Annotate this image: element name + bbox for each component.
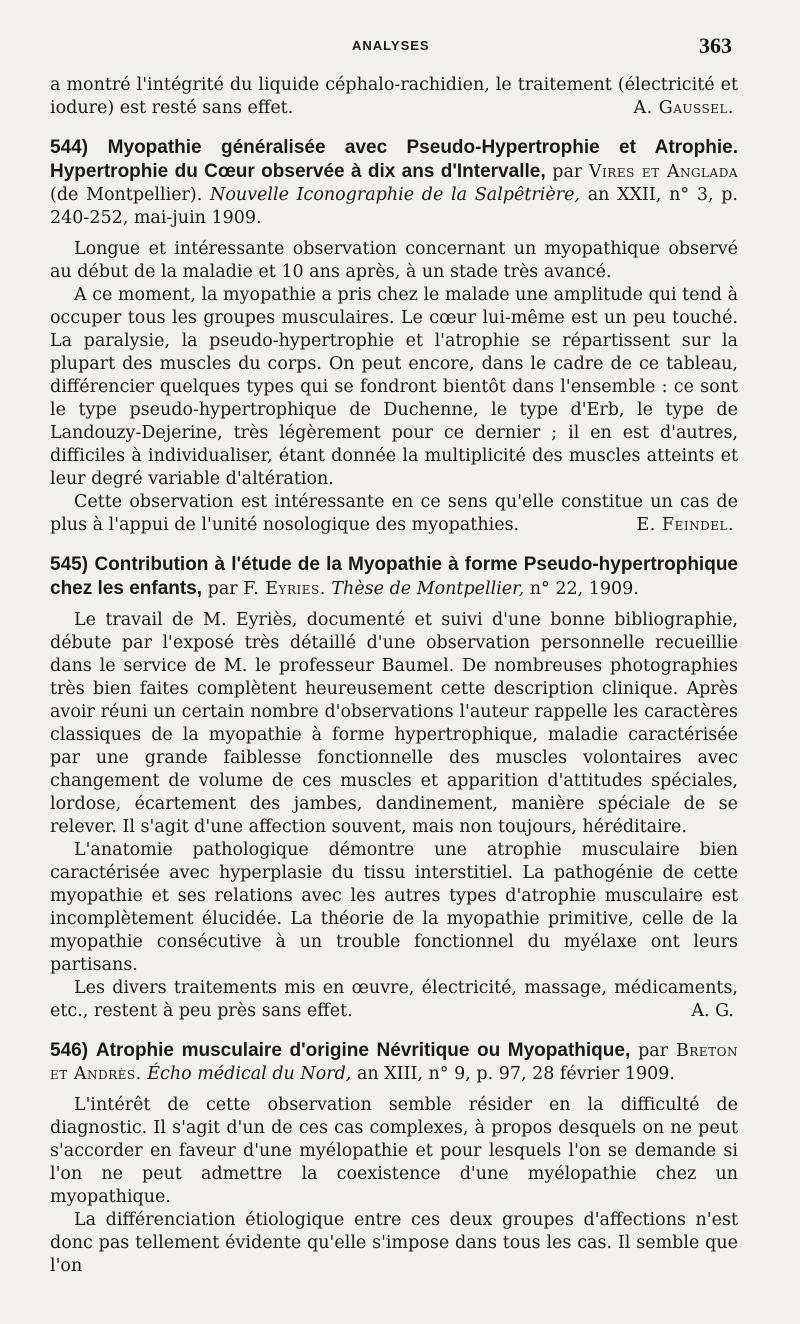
abstract-reference: an XIII, n° 9, p. 97, 28 février 1909. [356, 1064, 675, 1084]
abstract-544 [50, 136, 738, 537]
abstract-title: Myopathie généralisée avec Pseudo-Hypertrophie et Atrophie. Hypertrophie du Cœur observée à dix ans d'Intervalle, [50, 137, 738, 182]
signature: A. Gaussel. [633, 98, 734, 118]
abstract-heading: 546) Atrophie musculaire d'origine Névritique ou Myopathique, par Breton et Andrès. Écho médical du Nord, an XIII, n° 9, p. 97, 28 février 1909. [50, 1040, 738, 1084]
abstract-heading: 544) Myopathie généralisée avec Pseudo-Hypertrophie et Atrophie. Hypertrophie du Cœur observée à dix ans d'Intervalle, par Vires et Anglada (de Montpellier). Nouvelle Iconographie de la Salpêtrière, an XXII, n° 3, p. 240-252, mai-juin 1909. [50, 137, 738, 228]
prev-abstract-paragraph: a montré l'intégrité du liquide céphalo-rachidien, le traitement (électricité et iodure) est resté sans effet. A. Gaussel. [50, 75, 738, 118]
abstract-source: Écho médical du Nord, [147, 1064, 352, 1084]
abstract-paragraph: A ce moment, la myopathie a pris chez le malade une amplitude qui tend à occuper tous les groupes musculaires. Le cœur lui-même est un peu touché. La paralysie, la pseudo-hypertrophie et l'atrophie se répartissent sur la plupart des muscles du corps. On peut encore, dans le cadre de ce tableau, différencier quelques types qui se fondront bientôt dans l'ensemble : ce sont le type pseudo-hypertrophique de Duchenne, le type d'Erb, le type de Landouzy-Dejerine, très légèrement pour ce dernier ; il en est d'autres, difficiles à individualiser, étant donnée la multiplicité des muscles atteints et leur degré variable d'altération. [50, 285, 738, 489]
abstract-source: Nouvelle Iconographie de la Salpêtrière, [210, 185, 580, 205]
abstract-reference: an XXII, n° 3, p. 240-252, mai-juin 1909. [50, 185, 738, 228]
abstract-reference: n° 22, 1909. [529, 579, 639, 599]
abstract-authors: F. Eyries. [243, 579, 326, 599]
abstract-authors: Breton et Andrès. [50, 1041, 738, 1084]
abstract-number: 545) [50, 554, 89, 575]
abstract-title: Atrophie musculaire d'origine Névritique ou Myopathique, [95, 1040, 631, 1061]
abstract-paragraph: L'intérêt de cette observation semble résider en la difficulté de diagnostic. Il s'agit d'un de ces cas complexes, à propos desquels on ne peut s'accorder en faveur d'une myélopathie et pour lesquels l'on se demande si l'on ne peut admettre la coexistence d'une myélopathie chez un myopathique. [50, 1095, 738, 1207]
abstract-546 [50, 1039, 738, 1278]
signature: A. G. [691, 1001, 734, 1021]
abstract-number: 544) [50, 137, 89, 158]
abstract-paragraph: L'anatomie pathologique démontre une atrophie musculaire bien caractérisée avec hyperplasie du tissu interstitiel. La pathogénie de cette myopathie et ses relations avec les autres types d'atrophie musculaire est incomplètement élucidée. La théorie de la myopathie primitive, celle de la myopathie consécutive à un trouble fonctionnel du myélaxe ont leurs partisans. [50, 840, 738, 975]
abstract-source: Thèse de Montpellier, [331, 579, 525, 599]
abstract-number: 546) [50, 1040, 89, 1061]
abstract-paragraph: Longue et intéressante observation concernant un myopathique observé au début de la maladie et 10 ans après, à un stade très avancé. [50, 239, 738, 282]
running-title: ANALYSES [352, 38, 430, 53]
abstract-title: Contribution à l'étude de la Myopathie à forme Pseudo-hypertrophique chez les enfants, [50, 554, 738, 599]
abstract-paragraph: Le travail de M. Eyriès, documenté et suivi d'une bonne bibliographie, débute par l'exposé très détaillé d'une observation personnelle recueillie dans le service de M. le professeur Baumel. De nombreuses photographies très bien faites complètent heureusement cette description clinique. Après avoir réuni un certain nombre d'observations l'auteur rappelle les caractères classiques de la myopathie à forme hypertrophique, maladie caractérisée par une grande faiblesse fonctionnelle des muscles volontaires avec changement de volume de ces muscles et apparition d'attitudes spéciales, lordose, écartement des jambes, dandinement, manière spéciale de se relever. Il s'agit d'une affection souvent, mais non toujours, héréditaire. [50, 610, 738, 837]
abstract-paragraph: La différenciation étiologique entre ces deux groupes d'affections n'est donc pas tellement évidente qu'elle s'impose dans tous les cas. Il semble que l'on [50, 1210, 738, 1276]
page-content [50, 74, 738, 1278]
page-number: 363 [699, 33, 732, 58]
abstract-authors: Vires et Anglada [588, 162, 738, 182]
abstract-paragraph: Les divers traitements mis en œuvre, électricité, massage, médicaments, etc., restent à peu près sans effet. A. G. [50, 978, 738, 1021]
abstract-heading: 545) Contribution à l'étude de la Myopathie à forme Pseudo-hypertrophique chez les enfants, par F. Eyries. Thèse de Montpellier, n° 22, 1909. [50, 554, 738, 599]
running-header [0, 33, 800, 58]
abstract-paragraph: Cette observation est intéressante en ce sens qu'elle constitue un cas de plus à l'appui de l'unité nosologique des myopathies. E. Feindel. [50, 492, 738, 535]
signature: E. Feindel. [636, 515, 734, 535]
abstract-545 [50, 553, 738, 1023]
